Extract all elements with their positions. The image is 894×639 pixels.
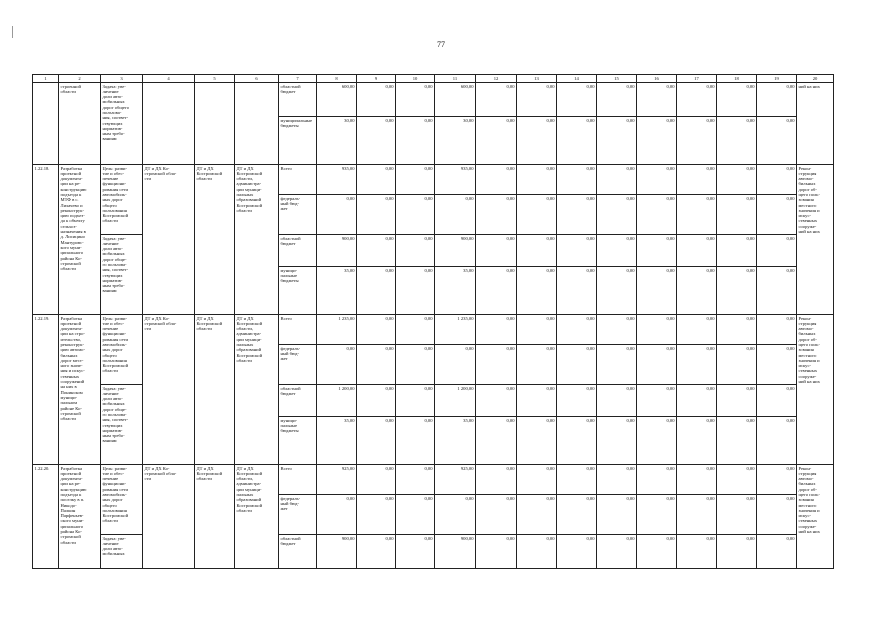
amount-cell: 0,00 — [517, 385, 557, 417]
funding-source: Всего — [279, 165, 317, 195]
amount-cell: 0,00 — [637, 267, 677, 315]
amount-cell: 0,00 — [517, 83, 557, 117]
amount-cell: 0,00 — [517, 535, 557, 569]
amount-cell: 600,00 — [317, 83, 357, 117]
amount-cell: 0,00 — [557, 535, 597, 569]
column-number: 8 — [317, 75, 357, 83]
amount-cell: 0,00 — [637, 315, 677, 345]
amount-cell: 0,00 — [677, 315, 717, 345]
amount-cell: 0,00 — [597, 417, 637, 465]
amount-cell: 0,00 — [637, 195, 677, 235]
amount-cell: 0,00 — [357, 83, 396, 117]
state-customer: ДТ и ДХ Костромской области — [195, 165, 235, 315]
activity-name: Разработка проектной документа- ции на ре- конструкцию подъезда к МТФ в с. Лихачево и реконструк- цию подъез- да к объекту сельхоз- назначения в д. Лисицино Мантуровс- кого муни- ципального района Ко- стромской области — [59, 165, 101, 315]
activity-name: строенной области — [59, 83, 101, 165]
amount-cell: 0,00 — [677, 465, 717, 495]
amount-cell: 0,00 — [357, 345, 396, 385]
amount-cell: 0,00 — [435, 495, 476, 535]
activity-number — [33, 83, 59, 165]
amount-cell: 1 235,00 — [435, 315, 476, 345]
amount-cell: 0,00 — [717, 235, 757, 267]
amount-cell: 0,00 — [677, 385, 717, 417]
amount-cell: 0,00 — [597, 385, 637, 417]
amount-cell: 0,00 — [396, 267, 435, 315]
funding-source: федераль- ный бюд- жет — [279, 345, 317, 385]
amount-cell: 0,00 — [557, 83, 597, 117]
amount-cell: 0,00 — [717, 117, 757, 165]
amount-cell: 925,00 — [317, 465, 357, 495]
amount-cell: 0,00 — [757, 345, 797, 385]
amount-cell: 0,00 — [757, 83, 797, 117]
amount-cell: 0,00 — [637, 535, 677, 569]
amount-cell: 0,00 — [677, 345, 717, 385]
amount-cell: 0,00 — [557, 495, 597, 535]
amount-cell: 0,00 — [357, 195, 396, 235]
activity-number: 1.22.20. — [33, 465, 59, 569]
amount-cell: 0,00 — [757, 267, 797, 315]
column-number: 17 — [677, 75, 717, 83]
amount-cell: 0,00 — [717, 195, 757, 235]
amount-cell: 0,00 — [396, 195, 435, 235]
task-text: Задача: уве- личение доли авто- мобильных дорог общего пользова- ния, соответ- ствующих норматив- ным требо- ваниям — [101, 83, 143, 165]
amount-cell: 0,00 — [517, 465, 557, 495]
amount-cell: 0,00 — [677, 165, 717, 195]
amount-cell: 900,00 — [435, 535, 476, 569]
amount-cell: 0,00 — [476, 417, 517, 465]
amount-cell: 0,00 — [757, 465, 797, 495]
amount-cell: 1 200,00 — [435, 385, 476, 417]
amount-cell: 0,00 — [717, 83, 757, 117]
amount-cell: 0,00 — [717, 267, 757, 315]
amount-cell: 0,00 — [517, 315, 557, 345]
amount-cell: 0,00 — [476, 165, 517, 195]
amount-cell: 0,00 — [476, 267, 517, 315]
amount-cell: 0,00 — [476, 345, 517, 385]
funding-source: областной бюджет — [279, 235, 317, 267]
amount-cell: 0,00 — [677, 83, 717, 117]
amount-cell: 0,00 — [757, 235, 797, 267]
participants: ДТ и ДХ Костромской области, администра- ции муници- пальных образований Костромской области — [235, 465, 279, 569]
state-customer: ДТ и ДХ Костромской области — [195, 465, 235, 569]
column-number: 5 — [195, 75, 235, 83]
column-number: 1 — [33, 75, 59, 83]
funding-source: Всего — [279, 315, 317, 345]
amount-cell: 35,00 — [435, 417, 476, 465]
amount-cell: 0,00 — [757, 495, 797, 535]
amount-cell: 900,00 — [435, 235, 476, 267]
column-number: 9 — [357, 75, 396, 83]
amount-cell: 0,00 — [677, 535, 717, 569]
amount-cell: 0,00 — [396, 417, 435, 465]
column-number: 13 — [517, 75, 557, 83]
amount-cell: 0,00 — [597, 165, 637, 195]
table-row — [33, 83, 834, 117]
amount-cell: 0,00 — [476, 495, 517, 535]
funding-source: областной бюджет — [279, 535, 317, 569]
amount-cell: 0,00 — [396, 495, 435, 535]
amount-cell: 0,00 — [396, 117, 435, 165]
program-activities-table — [32, 74, 834, 569]
activity-name: Разработка проектной документа- ции на стро- ительство, реконструк- цию автомо- бильных дорог мест- ного значе- ния и искус- ственных сооружений на них в Понинском муници- пальном районе Ко- стромской области — [59, 315, 101, 465]
amount-cell: 0,00 — [517, 195, 557, 235]
column-number: 14 — [557, 75, 597, 83]
column-number-row — [33, 75, 834, 83]
amount-cell: 0,00 — [357, 465, 396, 495]
amount-cell: 0,00 — [757, 195, 797, 235]
amount-cell: 0,00 — [517, 235, 557, 267]
column-number: 3 — [101, 75, 143, 83]
amount-cell: 35,00 — [435, 267, 476, 315]
page-number: 77 — [437, 40, 445, 49]
amount-cell: 0,00 — [717, 417, 757, 465]
amount-cell: 0,00 — [357, 165, 396, 195]
activity-number: 1.22.19. — [33, 315, 59, 465]
amount-cell: 0,00 — [757, 315, 797, 345]
amount-cell: 935,00 — [435, 165, 476, 195]
amount-cell: 925,00 — [435, 465, 476, 495]
amount-cell: 0,00 — [476, 385, 517, 417]
task-text: Задача: уве- личение доли авто- мобильных дорог обще- го пользова- ния, соответ- ствующих норматив- ным требо- ваниям — [101, 235, 143, 315]
amount-cell: 0,00 — [757, 385, 797, 417]
amount-cell: 0,00 — [717, 315, 757, 345]
amount-cell: 600,00 — [435, 83, 476, 117]
amount-cell: 0,00 — [557, 165, 597, 195]
amount-cell: 0,00 — [476, 235, 517, 267]
amount-cell: 0,00 — [476, 83, 517, 117]
column-number: 2 — [59, 75, 101, 83]
column-number: 15 — [597, 75, 637, 83]
amount-cell: 0,00 — [396, 235, 435, 267]
amount-cell: 30,00 — [435, 117, 476, 165]
amount-cell: 0,00 — [357, 315, 396, 345]
amount-cell: 900,00 — [317, 535, 357, 569]
amount-cell: 0,00 — [597, 465, 637, 495]
amount-cell: 0,00 — [517, 345, 557, 385]
amount-cell: 0,00 — [557, 465, 597, 495]
amount-cell: 0,00 — [677, 267, 717, 315]
funding-source: областной бюджет — [279, 83, 317, 117]
amount-cell: 0,00 — [597, 83, 637, 117]
amount-cell: 0,00 — [597, 495, 637, 535]
amount-cell: 0,00 — [597, 345, 637, 385]
column-number: 7 — [279, 75, 317, 83]
column-number: 16 — [637, 75, 677, 83]
amount-cell: 0,00 — [637, 495, 677, 535]
column-number: 6 — [235, 75, 279, 83]
column-number: 20 — [797, 75, 834, 83]
responsible-cell — [143, 83, 195, 165]
amount-cell: 35,00 — [317, 267, 357, 315]
scan-margin-mark — [12, 26, 13, 38]
amount-cell: 0,00 — [357, 117, 396, 165]
amount-cell: 0,00 — [396, 165, 435, 195]
amount-cell: 0,00 — [517, 495, 557, 535]
amount-cell: 0,00 — [757, 117, 797, 165]
funding-source: муници- пальные бюджеты — [279, 417, 317, 465]
amount-cell: 0,00 — [357, 267, 396, 315]
column-number: 12 — [476, 75, 517, 83]
participants: ДТ и ДХ Костромской области, администра- ции муници- пальных образований Костромской области — [235, 315, 279, 465]
goal-text: Цель: разви- тие и обес- печение функциони- рования сети автомобиль- ных дорог общего пользования Костромской области — [101, 165, 143, 235]
amount-cell: 35,00 — [317, 417, 357, 465]
amount-cell: 0,00 — [357, 235, 396, 267]
funding-source: муниципальные бюджеты — [279, 117, 317, 165]
amount-cell: 0,00 — [597, 315, 637, 345]
amount-cell: 0,00 — [357, 495, 396, 535]
funding-source: Всего — [279, 465, 317, 495]
expected-result: Рекон- струкция автомо- бильных дорог об- щего поль- зования местного значения и искус- ственных сооруже- ний на них — [797, 465, 834, 569]
amount-cell: 0,00 — [435, 345, 476, 385]
amount-cell: 0,00 — [557, 315, 597, 345]
amount-cell: 0,00 — [637, 385, 677, 417]
amount-cell: 0,00 — [677, 117, 717, 165]
amount-cell: 0,00 — [476, 535, 517, 569]
amount-cell: 0,00 — [637, 345, 677, 385]
amount-cell: 0,00 — [435, 195, 476, 235]
amount-cell: 0,00 — [717, 345, 757, 385]
goal-text: Цель: разви- тие и обес- печение функциони- рования сети автомобиль- ных дорог общего пользования Костромской области — [101, 465, 143, 535]
task-text: Задача: уве- личение доли авто- мобильных — [101, 535, 143, 569]
goal-text: Цель: разви- тие и обес- печение функциони- рования сети автомобиль- ных дорог общего пользования Костромской области — [101, 315, 143, 385]
amount-cell: 0,00 — [597, 117, 637, 165]
responsible-executor: ДТ и ДХ Ко- стромской обла- сти — [143, 315, 195, 465]
amount-cell: 0,00 — [517, 165, 557, 195]
amount-cell: 0,00 — [357, 385, 396, 417]
amount-cell: 0,00 — [396, 315, 435, 345]
column-number: 4 — [143, 75, 195, 83]
amount-cell: 0,00 — [357, 417, 396, 465]
amount-cell: 0,00 — [557, 345, 597, 385]
funding-source: федераль- ный бюд- жет — [279, 195, 317, 235]
amount-cell: 0,00 — [517, 117, 557, 165]
amount-cell: 0,00 — [637, 417, 677, 465]
amount-cell: 0,00 — [317, 345, 357, 385]
amount-cell: 0,00 — [476, 117, 517, 165]
amount-cell: 0,00 — [317, 195, 357, 235]
amount-cell: 0,00 — [677, 417, 717, 465]
amount-cell: 1 235,00 — [317, 315, 357, 345]
column-number: 11 — [435, 75, 476, 83]
table-row — [33, 165, 834, 195]
amount-cell: 0,00 — [597, 235, 637, 267]
amount-cell: 0,00 — [317, 495, 357, 535]
amount-cell: 0,00 — [717, 535, 757, 569]
amount-cell: 0,00 — [757, 417, 797, 465]
table-row — [33, 465, 834, 495]
amount-cell: 0,00 — [557, 235, 597, 267]
amount-cell: 1 200,00 — [317, 385, 357, 417]
amount-cell: 0,00 — [557, 117, 597, 165]
participants: ДТ и ДХ Костромской области, администра- ции муници- пальных образований Костромской области — [235, 165, 279, 315]
customer-cell — [195, 83, 235, 165]
amount-cell: 935,00 — [317, 165, 357, 195]
table-row — [33, 315, 834, 345]
funding-source: областной бюджет — [279, 385, 317, 417]
amount-cell: 0,00 — [557, 195, 597, 235]
amount-cell: 0,00 — [637, 165, 677, 195]
amount-cell: 0,00 — [637, 465, 677, 495]
amount-cell: 0,00 — [637, 83, 677, 117]
amount-cell: 0,00 — [597, 535, 637, 569]
amount-cell: 0,00 — [597, 195, 637, 235]
expected-result: Рекон- струкция автомо- бильных дорог об- щего поль- зования местного значения и искус- ственных сооруже- ний на них — [797, 315, 834, 465]
funding-source: муници- пальные бюджеты — [279, 267, 317, 315]
responsible-executor: ДТ и ДХ Ко- стромской обла- сти — [143, 465, 195, 569]
state-customer: ДТ и ДХ Костромской области — [195, 315, 235, 465]
amount-cell: 0,00 — [476, 195, 517, 235]
amount-cell: 0,00 — [717, 465, 757, 495]
column-number: 19 — [757, 75, 797, 83]
amount-cell: 0,00 — [597, 267, 637, 315]
amount-cell: 0,00 — [517, 417, 557, 465]
amount-cell: 0,00 — [637, 235, 677, 267]
amount-cell: 0,00 — [677, 495, 717, 535]
amount-cell: 30,00 — [317, 117, 357, 165]
column-number: 18 — [717, 75, 757, 83]
amount-cell: 0,00 — [357, 535, 396, 569]
amount-cell: 0,00 — [396, 83, 435, 117]
amount-cell: 0,00 — [757, 165, 797, 195]
amount-cell: 0,00 — [677, 235, 717, 267]
executor-cell — [235, 83, 279, 165]
expected-result: ний на них — [797, 83, 834, 165]
amount-cell: 0,00 — [517, 267, 557, 315]
amount-cell: 0,00 — [476, 315, 517, 345]
amount-cell: 900,00 — [317, 235, 357, 267]
amount-cell: 0,00 — [717, 385, 757, 417]
amount-cell: 0,00 — [677, 195, 717, 235]
funding-source: федераль- ный бюд- жет — [279, 495, 317, 535]
amount-cell: 0,00 — [476, 465, 517, 495]
amount-cell: 0,00 — [557, 385, 597, 417]
amount-cell: 0,00 — [757, 535, 797, 569]
amount-cell: 0,00 — [557, 267, 597, 315]
task-text: Задача: уве- личение доли авто- мобильных дорог обще- го пользова- ния, соответ- ствующих норматив- ным требо- ваниям — [101, 385, 143, 465]
amount-cell: 0,00 — [637, 117, 677, 165]
activity-name: Разработка проектной документа- ции на ре- конструкцию подъезда к поселку в п. Никодо- Палкин Парфеньев- ского муни- ципального района Ко- стромской области — [59, 465, 101, 569]
amount-cell: 0,00 — [396, 385, 435, 417]
amount-cell: 0,00 — [396, 345, 435, 385]
amount-cell: 0,00 — [396, 535, 435, 569]
amount-cell: 0,00 — [717, 495, 757, 535]
expected-result: Рекон- струкция автомо- бильных дорог об- щего поль- зования местного значения и искус- ственных сооруже- ний на них — [797, 165, 834, 315]
amount-cell: 0,00 — [557, 417, 597, 465]
activity-number: 1.22.18. — [33, 165, 59, 315]
column-number: 10 — [396, 75, 435, 83]
amount-cell: 0,00 — [396, 465, 435, 495]
amount-cell: 0,00 — [717, 165, 757, 195]
responsible-executor: ДТ и ДХ Ко- стромской обла- сти — [143, 165, 195, 315]
